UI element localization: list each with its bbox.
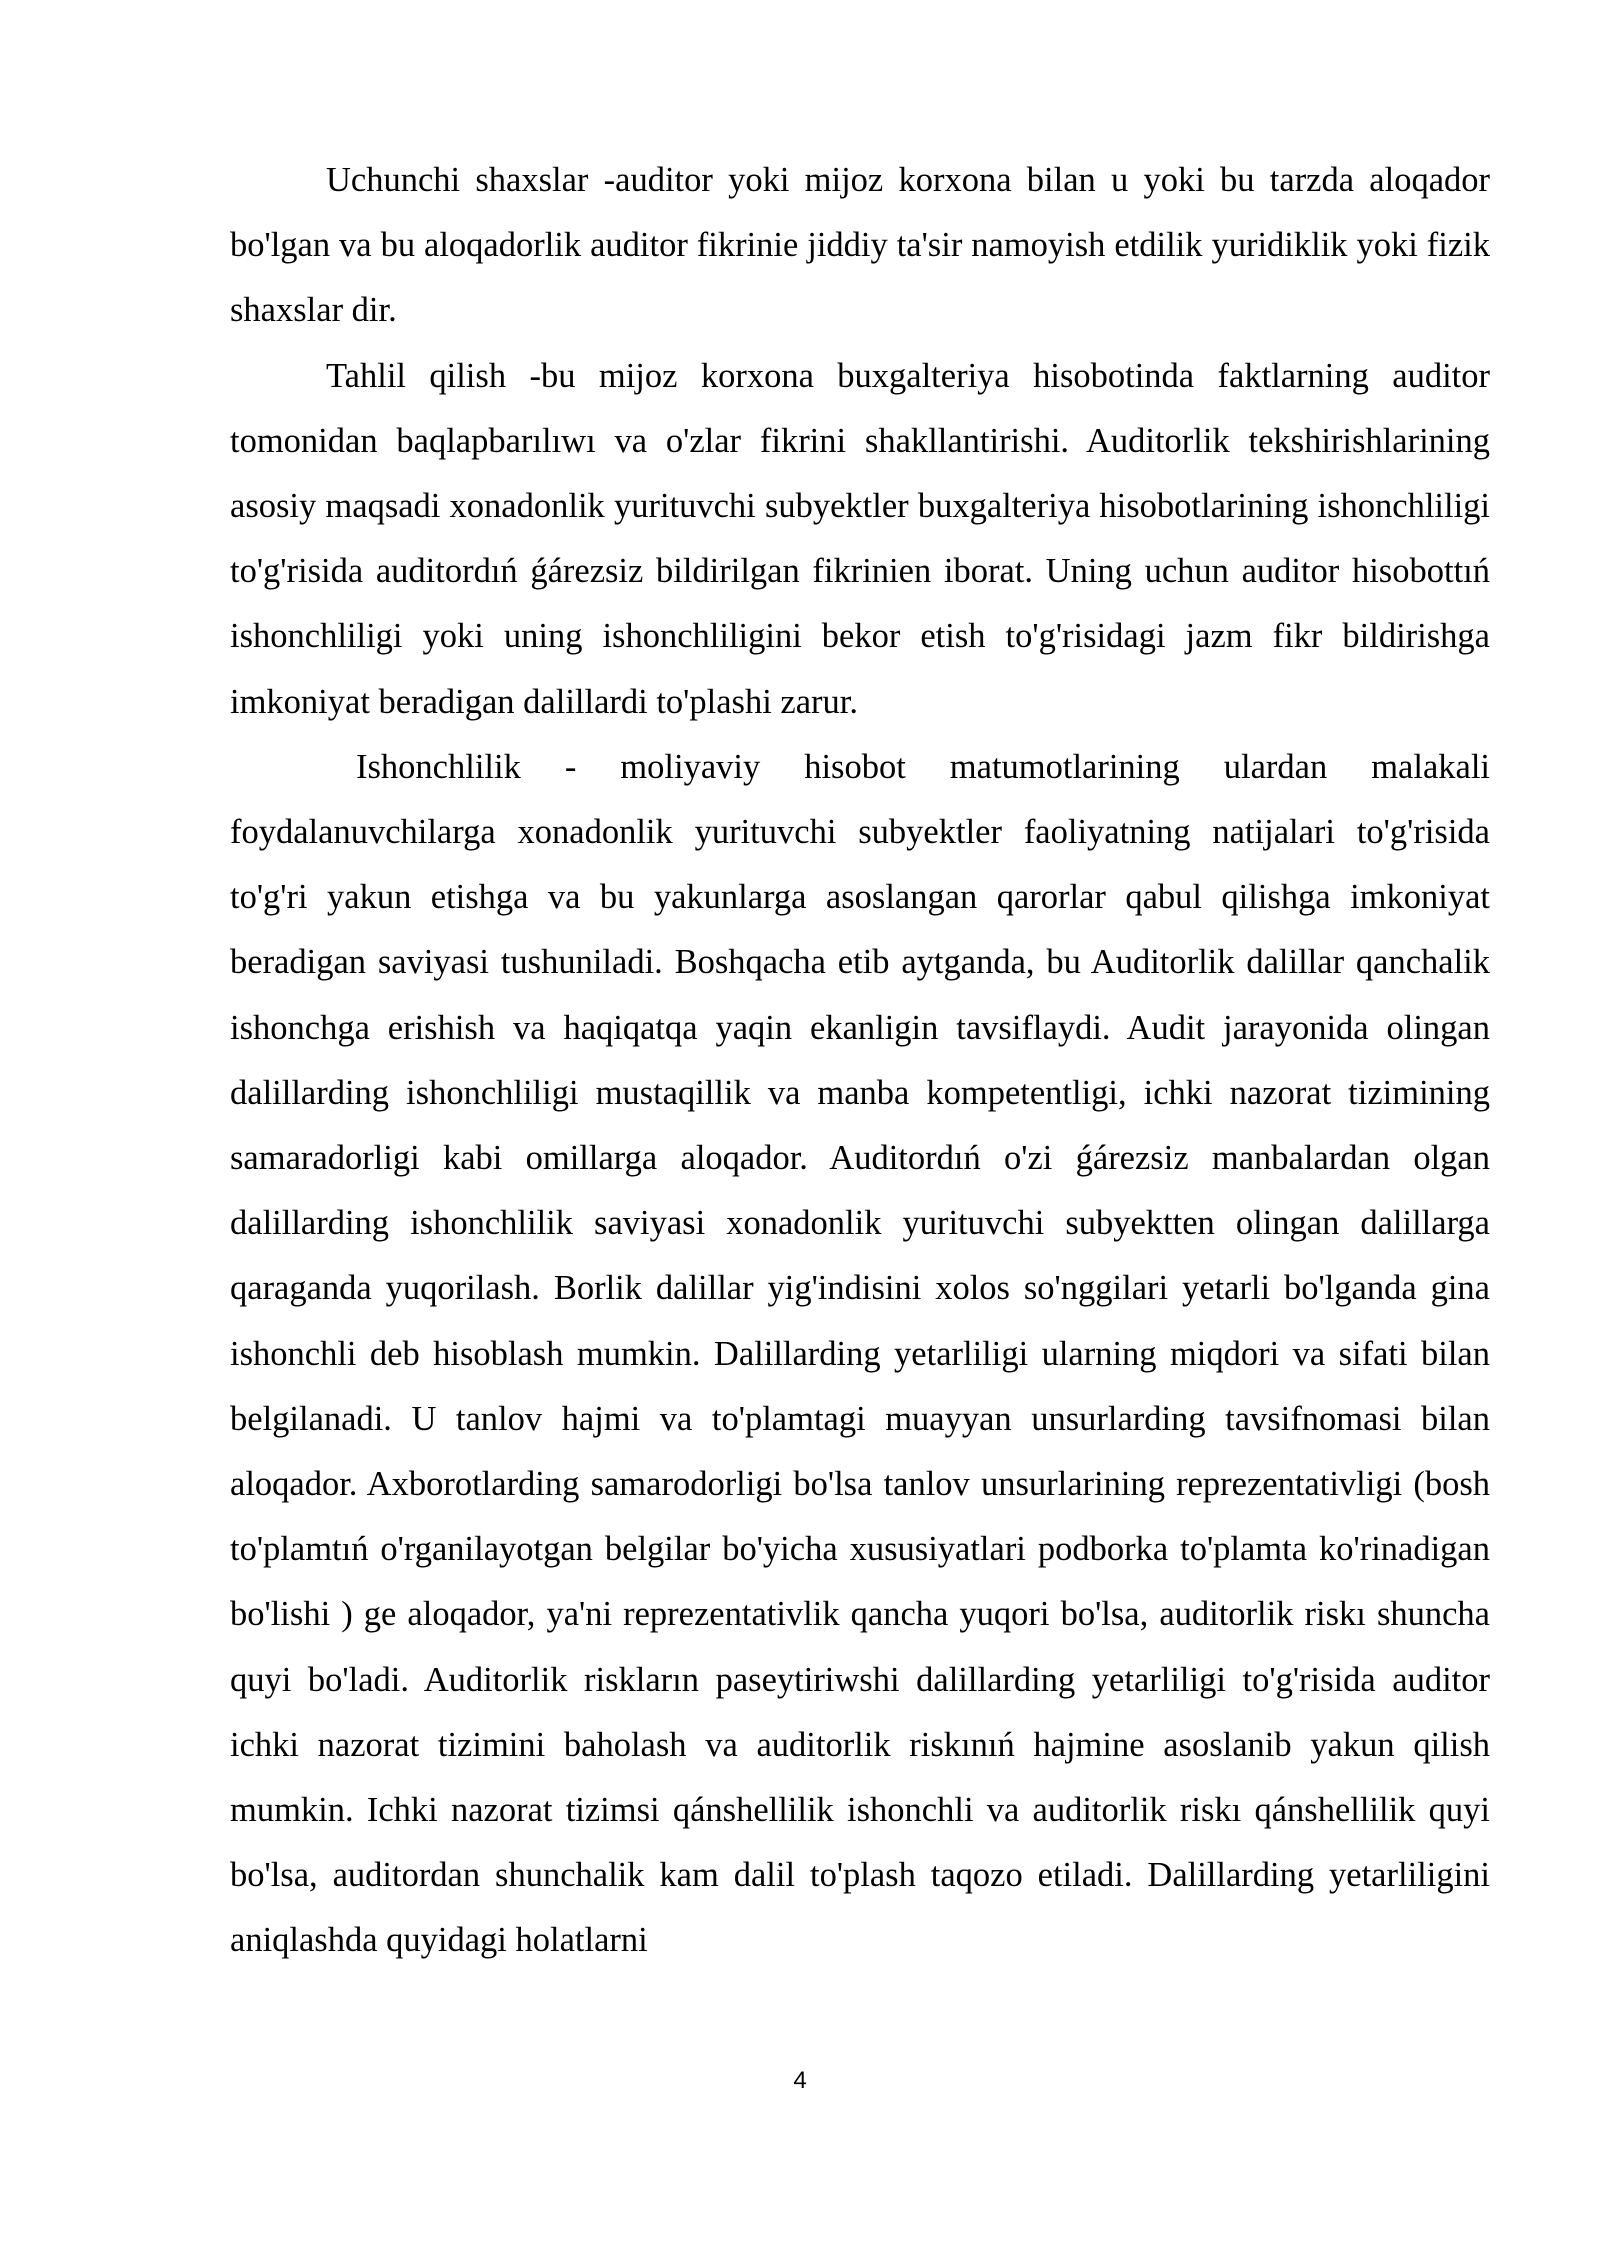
document-body bbox=[230, 148, 1490, 1974]
paragraph-reliability: Ishonchlilik - moliyaviy hisobot matumotlarining ulardan malakali foydalanuvchilarga xonadonlik yurituvchi subyektler faoliyatning natijalari to'g'risida to'g'ri yakun etishga va bu yakunlarga asoslangan qarorlar qabul qilishga imkoniyat beradigan saviyasi tushuniladi. Boshqacha etib aytganda, bu Auditorlik dalillar qanchalik ishonchga erishish va haqiqatqa yaqin ekanligin tavsiflaydi. Audit jarayonida olingan dalillarding ishonchliligi mustaqillik va manba kompetentligi, ichki nazorat tizimining samaradorligi kabi omillarga aloqador. Auditordıń o'zi ǵárezsiz manbalardan olgan dalillarding ishonchlilik saviyasi xonadonlik yurituvchi subyektten olingan dalillarga qaraganda yuqorilash. Borlik dalillar yig'indisini xolos so'nggilari yetarli bo'lganda gina ishonchli deb hisoblash mumkin. Dalillarding yetarliligi ularning miqdori va sifati bilan belgilanadi. U tanlov hajmi va to'plamtagi muayyan unsurlarding tavsifnomasi bilan aloqador. Axborotlarding samarodorligi bo'lsa tanlov unsurlarining reprezentativligi (bosh to'plamtıń o'rganilayotgan belgilar bo'yicha xususiyatlari podborka to'plamta ko'rinadigan bo'lishi ) ge aloqador, ya'ni reprezentativlik qancha yuqori bo'lsa, auditorlik riskı shuncha quyi bo'ladi. Auditorlik riskların paseytiriwshi dalillarding yetarliligi to'g'risida auditor ichki nazorat tizimini baholash va auditorlik riskınıń hajmine asoslanib yakun qilish mumkin. Ichki nazorat tizimsi qánshellilik ishonchli va auditorlik riskı qánshellilik quyi bo'lsa, auditordan shunchalik kam dalil to'plash taqozo etiladi. Dalillarding yetarliligini aniqlashda quyidagi holatlarni bbox=[230, 747, 1490, 1960]
paragraph-third-parties: Uchunchi shaxslar -auditor yoki mijoz korxona bilan u yoki bu tarzda aloqador bo'lgan va bu aloqadorlik auditor fikrinie jiddiy ta'sir namoyish etdilik yuridiklik yoki fizik shaxslar dir. bbox=[230, 161, 1490, 330]
paragraph-analysis: Tahlil qilish -bu mijoz korxona buxgalteriya hisobotinda faktlarning auditor tomonidan baqlapbarılıwı va o'zlar fikrini shakllantirishi. Auditorlik tekshirishlarining asosiy maqsadi xonadonlik yurituvchi subyektler buxgalteriya hisobotlarining ishonchliligi to'g'risida auditordıń ǵárezsiz bildirilgan fikrinien iborat. Uning uchun auditor hisobottıń ishonchliligi yoki uning ishonchliligini bekor etish to'g'risidagi jazm fikr bildirishga imkoniyat beradigan dalillardi to'plashi zarur. bbox=[230, 356, 1490, 721]
page-number: 4 bbox=[793, 2067, 807, 2094]
